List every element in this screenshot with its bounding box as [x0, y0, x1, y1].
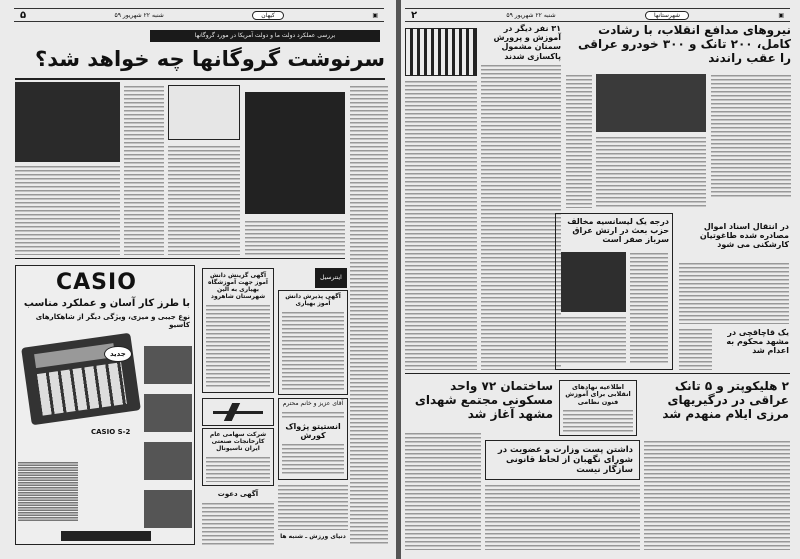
- announcement-box: [559, 380, 637, 436]
- main-headline: سرنوشت گروگانها چه خواهد شد؟: [35, 47, 385, 71]
- photo: [15, 82, 120, 162]
- ad: دنیای ورزش ـ شنبه ها: [280, 533, 346, 540]
- casio-ad: [15, 265, 195, 545]
- text-column: [124, 85, 164, 255]
- text-column: [566, 74, 592, 208]
- newspaper-logo: کیهان: [252, 11, 284, 20]
- ad: [278, 398, 348, 480]
- text-column: [405, 80, 477, 370]
- text-column: [206, 304, 270, 389]
- divider: [15, 258, 345, 259]
- header-emblem: ▣: [778, 11, 784, 19]
- ad-subline: نوع جیبی و میزی، ویژگی دیگر از شاهکارهای کاسیو: [35, 313, 190, 330]
- photo: [245, 92, 345, 214]
- text-column: [481, 64, 561, 370]
- text-column: [282, 411, 344, 419]
- model-label: CASIO S-2: [91, 428, 131, 436]
- kicker: بررسی عملکرد دولت ما و دولت آمریکا در مورد گروگانها: [150, 30, 380, 42]
- headline: ساختمان ۷۲ واحد مسکونی مجتمع شهدای مشهد آغاز شد: [414, 379, 553, 421]
- tank-photo: [596, 74, 706, 132]
- page-number: ۵: [20, 9, 27, 21]
- text-column: [245, 220, 345, 255]
- text-column: [282, 443, 344, 476]
- casio-logo: CASIO: [56, 270, 137, 295]
- text-column: [278, 484, 348, 530]
- ad: آگهی دعوت: [217, 490, 259, 498]
- text-column: [561, 316, 626, 364]
- text-column: [206, 456, 270, 482]
- divider: [15, 78, 385, 80]
- calculator-models: [144, 340, 192, 530]
- text-column: [596, 136, 706, 208]
- text-column: [630, 252, 668, 364]
- lead-headline: نیروهای مدافع انقلاب، با رشادت کامل، ۲۰۰ تانک و ۳۰۰ خودرو عراقی را عقب راندند: [578, 23, 791, 65]
- ad-title: آقای عزیز و خانم محترم: [282, 400, 344, 407]
- headline: درجه یک لیسانسیه مخالف حزب بعث در ارتش عراق سرباز صفر است: [567, 217, 669, 245]
- portrait-photo: [561, 252, 626, 312]
- page-header: [405, 8, 790, 22]
- ad-title: شرکت سهامی عام کارخانجات صنعتی ایران ناسیونال: [209, 431, 267, 452]
- ad-headline: با طرز کار آسان و عملکرد مناسب: [23, 298, 190, 309]
- headline: ۲ هلیکوپتر و ۵ تانک عراقی در درگیریهای مرزی ایلام منهدم شد: [662, 379, 789, 421]
- section-logo: شهرستانها: [645, 11, 689, 20]
- text-column: [202, 502, 274, 545]
- ad-title: انستیتو پژواک کورش: [285, 421, 341, 441]
- text-column: [679, 328, 712, 370]
- ad: [202, 428, 274, 486]
- headline: ۳۱ نفر دیگر در آموزش و پرورش سمنان مشمول پاکسازی شدند: [493, 24, 561, 61]
- left-newspaper-page: [0, 0, 396, 559]
- headline: یک قاچاقچی در مشهد محکوم به اعدام شد: [726, 328, 789, 356]
- text-column: [711, 74, 791, 198]
- text-column: [15, 165, 120, 255]
- headline: داشتن پست وزارت و عضویت در شورای نگهبان از لحاظ قانونی سازگار نیست: [497, 445, 633, 475]
- graphic-box: [405, 28, 477, 76]
- header-date: شنبه ۲۲ شهریور ۵۹: [114, 11, 164, 19]
- ad-logo-image: [202, 398, 274, 426]
- text-column: [679, 262, 789, 324]
- text-column: [350, 85, 388, 545]
- right-newspaper-page: [401, 0, 800, 559]
- ad-title: آگهی گزینش دانش آموز جهت آموزشگاه بهیاری به آلین شهرستان شاهرود: [208, 272, 268, 300]
- text-column: [282, 311, 344, 391]
- header-emblem: ▣: [372, 11, 378, 19]
- article-box: [485, 440, 640, 480]
- header-date: شنبه ۲۲ شهریور ۵۹: [506, 11, 556, 19]
- page-header: [14, 8, 384, 22]
- ad: [278, 290, 348, 395]
- text-column: [644, 440, 790, 550]
- text-column: [168, 145, 240, 255]
- text-column: [485, 484, 640, 550]
- headline: در انتقال اسناد اموال مصادره شده طاغوتیان کارشکنی می شود: [699, 222, 789, 250]
- headline: اطلاعیه نهادهای انقلابی برای آموزش فنون نظامی: [565, 383, 631, 406]
- new-badge: جدید: [104, 346, 132, 362]
- ad-title: آگهی پذیرش دانش آموز بهیاری: [285, 293, 341, 307]
- ad: اینترسیل: [315, 268, 347, 288]
- ad: [202, 268, 274, 393]
- page-number: ۲: [411, 9, 418, 21]
- text-column: [563, 409, 633, 432]
- text-column: [405, 432, 481, 550]
- divider: [405, 373, 790, 374]
- pull-quote: [168, 85, 240, 140]
- article-box: [555, 213, 673, 370]
